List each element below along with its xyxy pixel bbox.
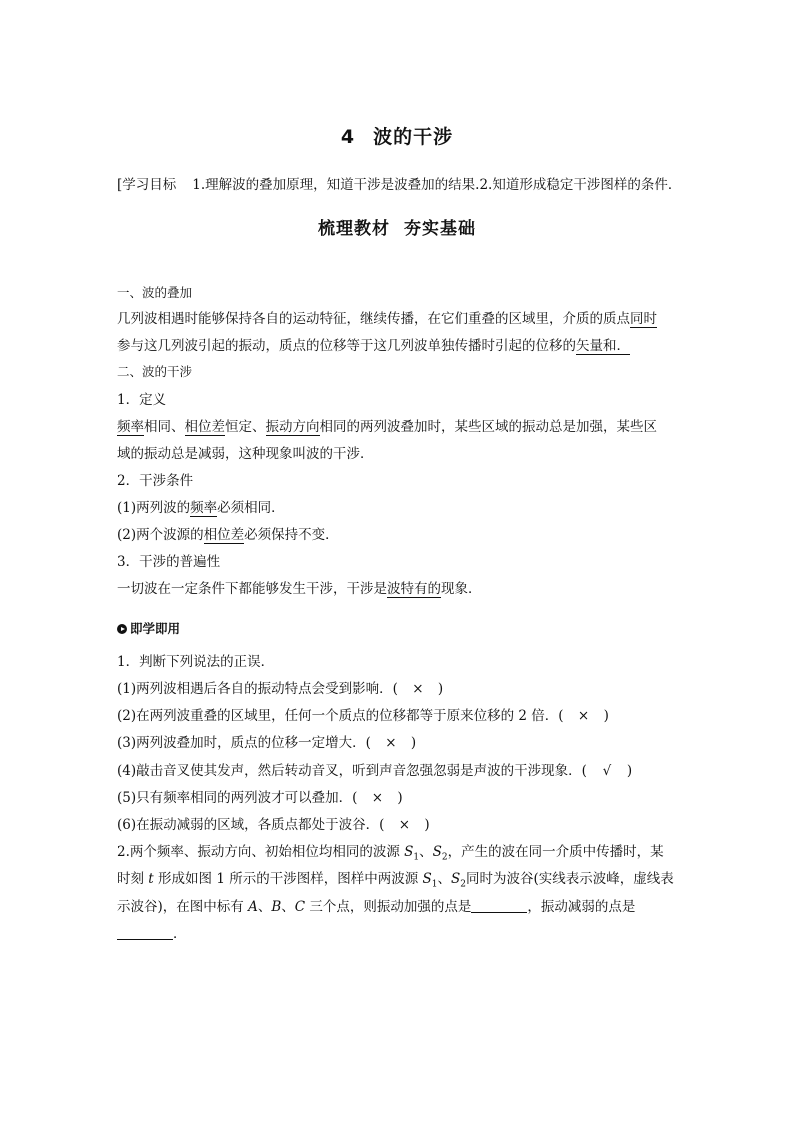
learning-objectives <box>117 173 687 193</box>
source-sub: 1 <box>413 852 420 863</box>
q2-text: 形成如图 1 所示的干涉图样，图样中两波源 <box>153 871 423 887</box>
judgement-text: (4)敲击音叉使其发声，然后转动音叉，听到声音忽强忽弱是声波的干涉现象．( <box>117 763 587 779</box>
judgement-mark: × <box>398 817 411 833</box>
definition-underline-1: 频率 <box>117 419 144 435</box>
question2-line4 <box>117 925 687 943</box>
judgement-item <box>117 734 687 752</box>
universality-text-b: 现象． <box>441 581 482 597</box>
section-heading-left: 梳理教材 <box>318 219 390 239</box>
time-symbol: t <box>148 871 154 887</box>
objectives-text: 1.理解波的叠加原理，知道干涉是波叠加的结果.2.知道形成稳定干涉图样的条件． <box>192 177 682 193</box>
part1-line1-underline: 同时 <box>630 311 657 327</box>
judgement-mark: × <box>412 681 424 697</box>
definition-underline-2: 相位差 <box>184 419 225 435</box>
point-symbol: A <box>248 899 258 915</box>
separator: 、 <box>419 844 433 860</box>
judgement-close: ) <box>424 817 430 833</box>
question2-line1 <box>117 843 687 867</box>
judgement-close: ) <box>437 681 444 697</box>
point-symbol: B <box>271 899 282 915</box>
practice-label-row <box>117 620 687 638</box>
q2-text: 2.两个频率、振动方向、初始相位均相同的波源 <box>117 844 405 860</box>
judgement-text: (6)在振动减弱的区域，各质点都处于波谷．( <box>117 817 385 833</box>
definition-text-3: 相同的两列波叠加时，某些区域的振动总是加强，某些区 <box>319 419 657 435</box>
source-sub: 2 <box>460 879 466 890</box>
definition-text-2: 恒定、 <box>225 419 266 435</box>
source-symbol: S <box>432 844 442 860</box>
question2-line3 <box>117 898 687 916</box>
objectives-label: [学习目标 <box>117 177 177 193</box>
universality-heading: 3．干涉的普遍性 <box>117 554 221 570</box>
judgement-item <box>117 707 687 725</box>
practice-label: 即学即用 <box>130 621 181 636</box>
source-symbol: S <box>422 871 432 887</box>
separator: 、 <box>257 899 272 915</box>
condition-2 <box>117 526 687 544</box>
part1-line1-text: 几列波相遇时能够保持各自的运动特征，继续传播，在它们重叠的区域里，介质的质点 <box>117 311 630 327</box>
universality-underline: 波特有的 <box>387 581 441 597</box>
condition-1 <box>117 499 687 517</box>
judgement-close: ) <box>397 790 403 806</box>
separator: 、 <box>437 871 451 887</box>
judgement-text: (1)两列波相遇后各自的振动特点会受到影响．( <box>117 681 398 697</box>
question1-heading: 1．判断下列说法的正误． <box>117 654 275 670</box>
part1-line2 <box>117 337 687 355</box>
q2-text: 时刻 <box>117 871 149 887</box>
judgement-item <box>117 816 687 834</box>
judgement-item <box>117 789 687 807</box>
judgement-item <box>117 762 687 780</box>
judgement-mark: × <box>577 708 590 724</box>
judgement-mark: × <box>385 735 397 751</box>
source-symbol: S <box>450 871 461 887</box>
condition-2-text-b: 必须保持不变． <box>244 527 339 543</box>
condition-heading: 2．干涉条件 <box>117 473 194 489</box>
judgement-text: (3)两列波叠加时，质点的位移一定增大．( <box>117 735 371 751</box>
condition-2-underline: 相位差 <box>203 527 245 543</box>
lesson-title-text: 波的干涉 <box>373 126 454 148</box>
point-symbol: C <box>294 899 306 915</box>
q2-text: 示波谷)，在图中标有 <box>117 899 249 915</box>
judgement-mark: √ <box>602 763 612 779</box>
definition-heading: 1．定义 <box>117 392 167 408</box>
condition-1-text-a: (1)两列波的 <box>117 500 191 516</box>
source-sub: 1 <box>431 879 438 890</box>
definition-line1 <box>117 418 687 436</box>
part1-heading: 一、波的叠加 <box>117 285 193 300</box>
q2-text: ，产生的波在同一介质中传播时，某 <box>447 844 664 860</box>
answer-blank-weakened[interactable] <box>117 926 173 940</box>
universality-text-a: 一切波在一定条件下都能够发生干涉，干涉是 <box>117 581 387 597</box>
part1-line1 <box>117 310 687 328</box>
definition-text-1: 相同、 <box>144 419 185 435</box>
answer-blank-strengthened[interactable] <box>471 899 527 913</box>
definition-line2: 域的振动总是减弱，这种现象叫波的干涉． <box>117 446 374 462</box>
play-circle-icon <box>117 624 127 634</box>
lesson-title <box>0 122 794 149</box>
separator: 、 <box>281 899 295 915</box>
source-sub: 2 <box>441 852 448 863</box>
judgement-mark: × <box>371 790 384 806</box>
universality-line <box>117 580 687 598</box>
q2-text: 同时为波谷(实线表示波峰，虚线表 <box>465 871 674 887</box>
lesson-number: 4 <box>340 126 356 148</box>
q2-text: ． <box>173 926 187 942</box>
source-symbol: S <box>404 844 414 860</box>
judgement-text: (5)只有频率相同的两列波才可以叠加．( <box>117 790 358 806</box>
part1-line2-underline: 矢量和． <box>576 338 630 354</box>
judgement-close: ) <box>626 763 633 779</box>
part2-heading: 二、波的干涉 <box>117 364 193 379</box>
judgement-close: ) <box>603 708 609 724</box>
condition-2-text-a: (2)两个波源的 <box>117 527 204 543</box>
section-heading-right: 夯实基础 <box>404 219 476 239</box>
judgement-item <box>117 680 687 698</box>
definition-underline-3: 振动方向 <box>265 419 320 435</box>
condition-1-text-b: 必须相同． <box>217 500 285 516</box>
judgement-close: ) <box>410 735 417 751</box>
section-heading <box>0 214 794 239</box>
judgement-text: (2)在两列波重叠的区域里，任何一个质点的位移都等于原来位移的 2 倍．( <box>117 708 564 724</box>
question2-line2 <box>117 870 687 894</box>
q2-text: 三个点，则振动加强的点是 <box>305 899 472 915</box>
part1-line2-text: 参与这几列波引起的振动，质点的位移等于这几列波单独传播时引起的位移的 <box>117 338 576 354</box>
q2-text: ，振动减弱的点是 <box>527 899 636 915</box>
condition-1-underline: 频率 <box>190 500 218 516</box>
